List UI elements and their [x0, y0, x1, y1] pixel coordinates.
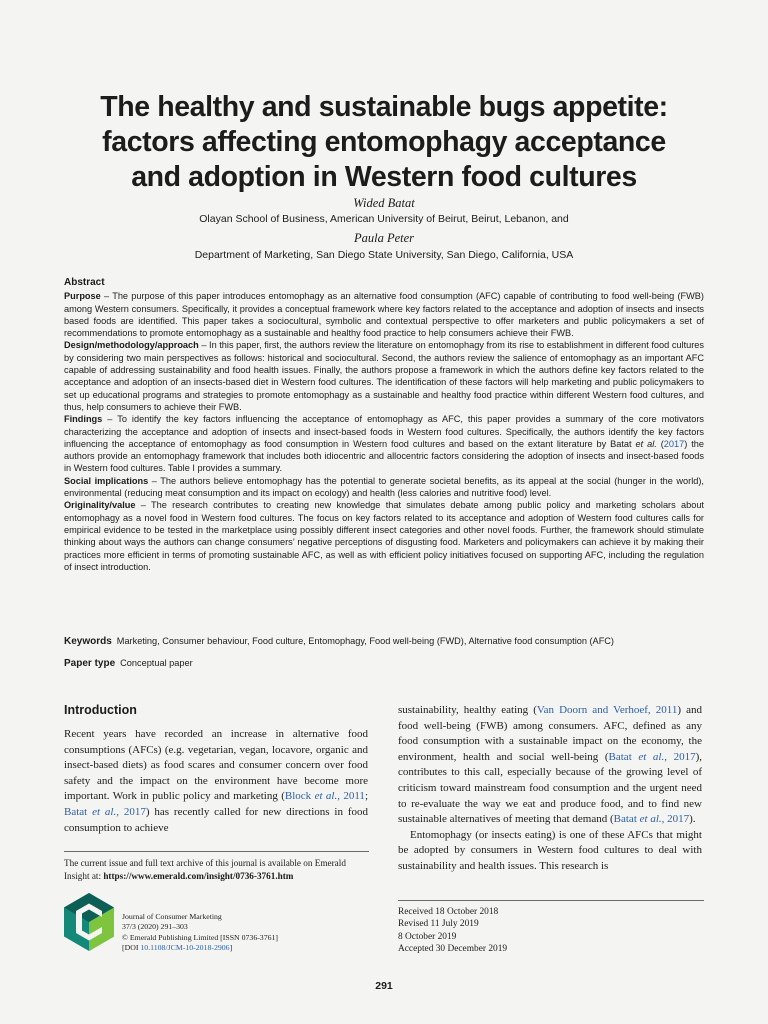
intro-left-paragraph [64, 727, 368, 836]
abstract-design [64, 339, 704, 413]
originality-text: – The research contributes to creating new knowledge that simulates debate among public policy and marketing scholars about entomophagy as a novel food in Western food cultures. The focus on key factors related to its acceptance and adoption of Western food cultures calls for empirical evidence to be tested in the marketplace using possibly different insect categories and other novel foods. Further, the framework should stimulate thinking about ways the authors can change consumers’ negative perceptions of disgusting food. Marketers and policymakers can achieve it by making their practices more efficient in terms of promoting sustainable AFC, as well as with efficient policy initiatives focused on supporting AFC, including the regulation of insect introduction. [64, 500, 704, 572]
purpose-text: – The purpose of this paper introduces entomophagy as an alternative food consumption (AFC) capable of contributing to food well-being (FWB) among Western consumers. Specifically, it provides a conceptual framework where key factors related to the acceptance and adoption of insects and insects based foods are identified. This paper takes a sociocultural, symbolic and contextual perspective to offer marketers and public policymakers a set of recommendations to promote entomophagy as a sustainable and healthy food practice to help consumers achieve their FWB. [64, 291, 704, 339]
originality-label: Originality/value [64, 500, 136, 511]
citation-block-link[interactable] [285, 790, 365, 802]
abstract-social [64, 475, 704, 500]
author-2-affiliation: Department of Marketing, San Diego State University, San Diego, California, USA [194, 249, 574, 261]
footnote-text: The current issue and full text archive of this journal is available on Emerald Insight at: [64, 858, 346, 881]
title-line-2: factors affecting entomophagy acceptance [102, 126, 666, 158]
abstract-heading: Abstract [64, 277, 105, 288]
intro-right-text-c: ), contributes to this call, especially because of the growing level of criticism toward mainstream food consumption and the urgent need to re-evaluate the way we eat and produce food, and to find new sustainable alternatives of meeting that demand ( [398, 750, 703, 826]
page-number: 291 [375, 980, 393, 992]
doi-suffix: ] [229, 943, 233, 953]
journal-name: Journal of Consumer Marketing [122, 912, 222, 921]
citation-batat-author: Batat [64, 805, 93, 818]
intro-left-text-a: Recent years have recorded an increase in alternative food consumptions (AFCs) (e.g. vegetarian, vegan, locavore, organic and insect-based diets) as food scares and consumer concern over food safety and the impact on the environment have become more important. Work in public policy and marketing ( [64, 728, 368, 803]
citation-batat-link-3[interactable] [614, 813, 689, 825]
date-revised-1: Revised 11 July 2019 [398, 919, 479, 930]
citation-block-author: Block [284, 790, 315, 803]
citation-block-year: , 2011 [337, 790, 365, 803]
keywords-label: Keywords [64, 636, 112, 647]
doi-link[interactable]: 10.1108/JCM-10-2018-2906 [140, 943, 230, 953]
article-dates [398, 906, 507, 955]
citation-batat-link-2[interactable] [609, 751, 696, 763]
abstract-purpose [64, 290, 704, 339]
citation-batat-3-year: , 2017 [661, 813, 690, 826]
journal-doi [122, 943, 278, 953]
abstract-originality [64, 499, 704, 573]
journal-volume: 37/3 (2020) 291–303 [122, 922, 188, 932]
title-line-1: The healthy and sustainable bugs appetite: [100, 91, 668, 123]
author-2-name: Paula Peter [353, 231, 415, 245]
paper-type [64, 658, 704, 669]
design-label: Design/methodology/approach [64, 340, 199, 351]
emerald-logo-icon [64, 893, 114, 951]
footnote [64, 857, 369, 882]
citation-batat-etal: et al. [92, 805, 117, 818]
paper-type-label: Paper type [64, 658, 116, 669]
paper-type-text: Conceptual paper [120, 658, 193, 668]
intro-right-text-b: ) and food well-being (FWB) among consumers. AFC, defined as any food consumption with a sustainable impact on the economy, the environment, health and social well-being ( [398, 704, 702, 763]
findings-text-b: ( [656, 438, 664, 449]
intro-right-column [398, 703, 702, 875]
intro-right-paragraph-2: Entomophagy (or insects eating) is one of these AFCs that might be adopted by consumers in Western food cultures to deal with sustainability and health issues. This research is [398, 828, 702, 872]
citation-batat-3-etal: et al. [639, 813, 662, 826]
citation-batat-2-author: Batat [608, 750, 639, 763]
introduction-heading: Introduction [64, 703, 137, 717]
date-revised-2: 8 October 2019 [398, 931, 457, 942]
doi-prefix: [DOI [122, 943, 141, 953]
social-text: – The authors believe entomophagy has the potential to generate societal benefits, as its appeal at the social (hunger in the world), environmental (reducing meat consumption and its impact on ecology) and health (less calories and nutritive food) level. [64, 475, 704, 499]
citation-batat-3-author: Batat [613, 813, 640, 826]
citation-van-doorn-link[interactable]: Van Doorn and Verhoef, 2011 [536, 704, 678, 716]
journal-info [122, 912, 278, 954]
date-received: Received 18 October 2018 [398, 907, 499, 917]
author-1-name: Wided Batat [353, 196, 415, 210]
author-1-affiliation: Olayan School of Business, American University of Beirut, Beirut, Lebanon, and [199, 213, 569, 225]
footnote-divider [64, 851, 369, 852]
intro-right-text-d: ). [689, 813, 696, 826]
dates-divider [398, 900, 704, 901]
date-accepted: Accepted 30 December 2019 [398, 943, 508, 954]
intro-left-text-b: ) has recently called for new directions in food consumption to achieve [64, 805, 369, 834]
findings-etal: et al. [635, 438, 657, 449]
footnote-url-link[interactable]: https://www.emerald.com/insight/0736-3761.htm [103, 870, 294, 881]
findings-citation-link[interactable]: 2017 [663, 438, 685, 449]
abstract-findings [64, 413, 704, 474]
citation-separator: ; [364, 790, 368, 803]
intro-right-paragraph-1 [398, 703, 702, 828]
design-text: – In this paper, first, the authors review the literature on entomophagy from its rise to establishment in different food cultures by considering two main perspectives as follows: historical and sociocultural. Second, the authors review the salience of entomophagy as an important AFC capable of addressing sustainability and food health issues. Finally, the authors propose a framework in which the authors define key factors related to the acceptance and adoption of an insects-based diet in Western food cultures. The identification of these factors will help marketing and public policymakers to set up educational programs and strategies to promote entomophagy as a sustainable and healthy food practice within different Western food cultures, and thus, help consumers to achieve their FWB. [64, 340, 704, 412]
keywords [64, 636, 704, 647]
findings-label: Findings [64, 414, 103, 425]
paper-title [40, 90, 728, 195]
journal-publisher: © Emerald Publishing Limited [ISSN 0736-3761] [122, 932, 279, 942]
intro-left-column [64, 727, 368, 836]
citation-batat-2-year: , 2017 [664, 750, 696, 763]
title-line-3: and adoption in Western food cultures [131, 161, 637, 193]
citation-batat-year: , 2017 [116, 805, 146, 818]
findings-text-c: ) the authors provide an entomophagy framework that includes both idiocentric and allocentric factors considering the adoption of insects and insect-based foods in Western food cultures. Table I provides a summary. [64, 438, 704, 474]
citation-batat-2-etal: et al. [638, 750, 665, 763]
keywords-text: Marketing, Consumer behaviour, Food culture, Entomophagy, Food well-being (FWD), Alternative food consumption (AFC) [116, 636, 614, 646]
citation-batat-link-1[interactable] [64, 806, 146, 818]
social-label: Social implications [64, 475, 149, 486]
purpose-label: Purpose [64, 291, 101, 302]
intro-right-text-a: sustainability, healthy eating ( [398, 704, 537, 716]
citation-block-etal: et al. [314, 790, 338, 803]
abstract [64, 277, 704, 573]
findings-text-a: – To identify the key factors influencing the acceptance of entomophagy as AFC, this paper provides a summary of the core motivators characterizing the acceptance and adoption of insects and insect-based foods in Western food cultures. Specifically, the authors identify the key factors influencing the acceptance of entomophagy as food consumption in Western food cultures and based on the extant literature by Batat [64, 414, 704, 449]
